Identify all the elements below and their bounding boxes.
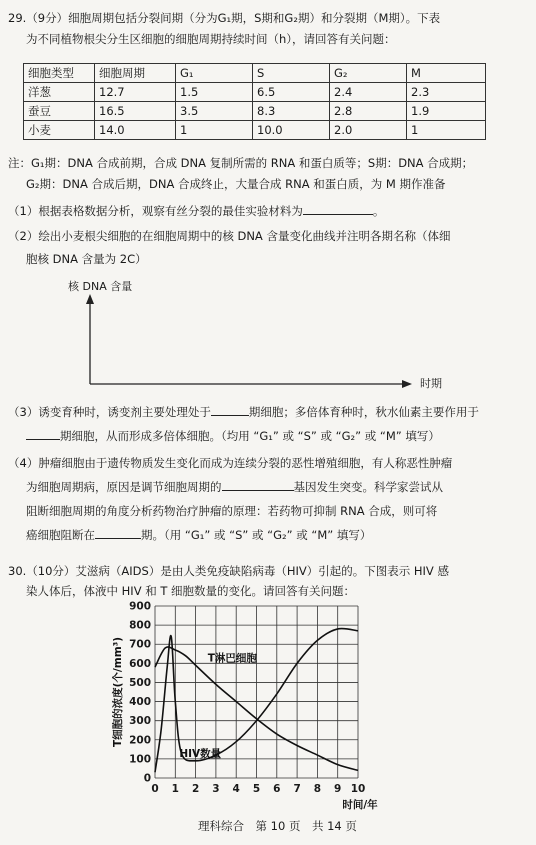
q29-part4-line1: （4）肿瘤细胞由于遗传物质发生变化而成为连续分裂的恶性增殖细胞，有人称恶性肿瘤 <box>8 456 453 470</box>
q29-part3-text-b: 期细胞；多倍体育种时，秋水仙素主要作用于 <box>248 405 479 419</box>
table-cell: 16.5 <box>95 102 176 121</box>
table-cell: 蚕豆 <box>24 102 95 121</box>
hiv-tcell-chart <box>110 596 390 812</box>
header-cell: M <box>407 64 486 83</box>
x-tick-label: 8 <box>313 783 322 795</box>
q29-note-line2: G₂期：DNA 合成后期，DNA 合成终止，大量合成 RNA 和蛋白质，为 M 期作准备 <box>26 177 446 191</box>
q29-part4-text-d: 期。（用 “G₁” 或 “S” 或 “G₂” 或 “M” 填写） <box>141 528 372 542</box>
q29-part2-line2: 胞核 DNA 含量为 2C） <box>26 252 147 266</box>
q29-intro-line2: 为不同植物根尖分生区细胞的细胞周期持续时间（h），请回答有关问题： <box>26 32 396 46</box>
q29-part3-text-c: 期细胞，从而形成多倍体细胞。（均用 “G₁” 或 “S” 或 “G₂” 或 “M” 填写） <box>60 429 440 443</box>
q29-note-line1: 注：G₁期：DNA 合成前期，合成 DNA 复制所需的 RNA 和蛋白质等；S期：DNA 合成期； <box>8 156 474 170</box>
x-arrow-icon <box>402 380 412 388</box>
y-axis-title: T细胞的浓度(个/mm³) <box>112 636 124 748</box>
table-cell: 1.5 <box>176 83 253 102</box>
q30-intro-line2: 染人体后，体液中 HIV 和 T 细胞数量的变化。请回答有关问题： <box>26 584 356 598</box>
y-tick-label: 800 <box>129 619 151 632</box>
answer-blank[interactable] <box>26 428 60 440</box>
series-label-tcell: T淋巴细胞 <box>207 652 257 665</box>
table-cell: 1.9 <box>407 102 486 121</box>
y-tick-label: 0 <box>143 772 151 785</box>
dna-axis-label: 核 DNA 含量 <box>68 280 133 293</box>
header-cell: 细胞周期 <box>95 64 176 83</box>
x-tick-label: 7 <box>293 783 301 795</box>
table-cell: 8.3 <box>253 102 330 121</box>
answer-blank[interactable] <box>211 404 249 416</box>
time-axis-label: 时期 <box>420 377 442 390</box>
y-tick-label: 300 <box>129 715 151 728</box>
table-row <box>24 121 486 140</box>
q29-part4-text-a: 为细胞周期病，原因是调节细胞周期的 <box>26 480 222 494</box>
table-cell: 6.5 <box>253 83 330 102</box>
q29-part2-line1: （2）绘出小麦根尖细胞的在细胞周期中的核 DNA 含量变化曲线并注明各期名称（体细 <box>8 229 451 243</box>
q29-part1-end: 。 <box>372 204 385 218</box>
y-tick-labels <box>129 601 151 785</box>
x-tick-label: 1 <box>171 783 179 795</box>
table-cell: 2.3 <box>407 83 486 102</box>
series-label-hiv: HIV数量 <box>179 747 222 760</box>
y-tick-label: 700 <box>129 638 151 651</box>
q29-part4-line4 <box>26 527 371 544</box>
q29-part4-text-c: 癌细胞阻断在 <box>26 528 95 542</box>
table-cell: 12.7 <box>95 83 176 102</box>
page-footer: 理科综合 第 10 页 共 14 页 <box>198 819 357 833</box>
x-tick-label: 6 <box>273 783 281 795</box>
q29-part3-line2 <box>26 428 440 445</box>
header-cell: G₂ <box>330 64 407 83</box>
table-cell: 2.0 <box>330 121 407 140</box>
answer-blank[interactable] <box>303 203 373 215</box>
table-cell: 3.5 <box>176 102 253 121</box>
x-tick-label: 5 <box>252 783 261 795</box>
x-tick-label: 2 <box>191 783 200 795</box>
header-cell: S <box>253 64 330 83</box>
x-tick-label: 10 <box>350 783 366 795</box>
q29-part4-line3: 阻断细胞周期的角度分析药物治疗肿瘤的原理：若药物可抑制 RNA 合成，则可将 <box>26 504 438 518</box>
answer-blank[interactable] <box>95 527 141 539</box>
x-tick-label: 4 <box>232 783 240 795</box>
q29-part3-line1 <box>8 404 479 421</box>
y-tick-label: 900 <box>129 600 151 613</box>
table-cell: 2.8 <box>330 102 407 121</box>
x-tick-label: 9 <box>334 783 342 795</box>
x-tick-labels <box>151 783 365 795</box>
q29-intro-line1: 29.（9分）细胞周期包括分裂间期（分为G₁期，S期和G₂期）和分裂期（M期）。下表 <box>8 11 441 25</box>
header-cell: G₁ <box>176 64 253 83</box>
q29-part4-text-b: 基因发生突变。科学家尝试从 <box>293 480 443 494</box>
table-cell: 14.0 <box>95 121 176 140</box>
q30-intro-line1: 30.（10分）艾滋病（AIDS）是由人类免疫缺陷病毒（HIV）引起的。下图表示 HIV 感 <box>8 564 449 578</box>
q29-part3-text-a: （3）诱变育种时，诱变剂主要处理处于 <box>8 405 211 419</box>
table-cell: 1 <box>176 121 253 140</box>
header-cell: 细胞类型 <box>24 64 95 83</box>
x-axis-title: 时间/年 <box>342 799 378 811</box>
q29-part4-line2 <box>26 479 443 496</box>
y-tick-label: 200 <box>129 734 151 747</box>
x-tick-label: 0 <box>151 783 159 795</box>
y-tick-label: 100 <box>129 753 151 766</box>
y-arrow-icon <box>86 294 94 304</box>
y-tick-label: 400 <box>129 696 151 709</box>
cell-cycle-table <box>23 63 486 140</box>
y-tick-label: 600 <box>129 657 151 670</box>
answer-blank[interactable] <box>222 479 294 491</box>
dna-content-axes <box>60 278 480 398</box>
table-row <box>24 102 486 121</box>
table-cell: 小麦 <box>24 121 95 140</box>
table-header-row <box>24 64 486 83</box>
q29-part1 <box>8 203 384 220</box>
x-tick-label: 3 <box>212 783 220 795</box>
table-cell: 10.0 <box>253 121 330 140</box>
y-tick-label: 500 <box>129 676 151 689</box>
table-cell: 1 <box>407 121 486 140</box>
table-row <box>24 83 486 102</box>
q29-part1-text: （1）根据表格数据分析，观察有丝分裂的最佳实验材料为 <box>8 204 303 218</box>
table-cell: 2.4 <box>330 83 407 102</box>
table-cell: 洋葱 <box>24 83 95 102</box>
